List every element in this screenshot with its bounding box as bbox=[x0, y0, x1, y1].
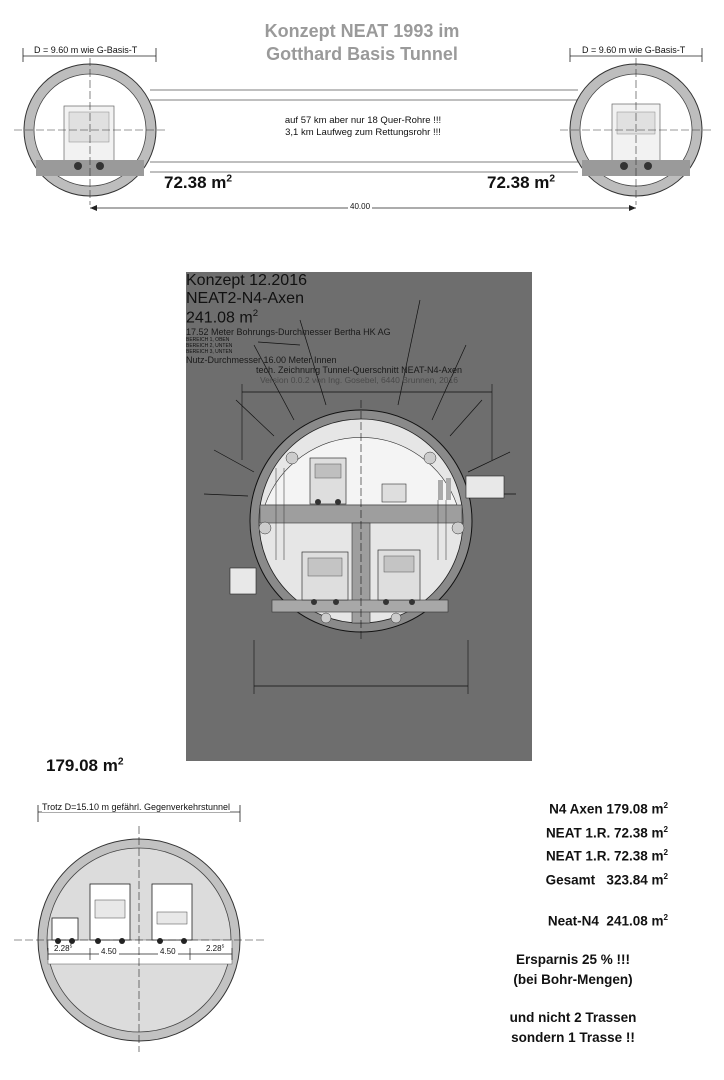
summary-neat-1: NEAT 1.R. 72.38 $m^2$ bbox=[545, 824, 668, 840]
bore-diameter-label: 17.52 Meter Bohrungs-Durchmesser Bertha HK AG bbox=[186, 327, 391, 338]
summary-conclusion-1: und nicht 2 Trassen bbox=[509, 1009, 637, 1025]
right-tube-area: 72.38 $m^2$ bbox=[487, 173, 556, 192]
right-diameter-label: D = 9.60 m wie G-Basis-T bbox=[582, 45, 686, 55]
n4-area: 179.08 $m^2$ bbox=[46, 756, 124, 775]
left-tube-area: 72.38 $m^2$ bbox=[164, 173, 233, 192]
title-line-2: Gotthard Basis Tunnel bbox=[266, 44, 458, 64]
right-tube-1993 bbox=[560, 58, 712, 205]
section-2-label: BEREICH 2, UNTEN bbox=[186, 343, 233, 350]
dim-mid-2: 4.50 bbox=[160, 947, 176, 956]
panel-title-line-1: Konzept 12.2016 bbox=[186, 272, 307, 289]
inner-diameter-label: Nutz-Durchmesser 16.00 Meter Innen bbox=[186, 355, 337, 366]
summary-n4: N4 Axen 179.08 $m^2$ bbox=[549, 801, 668, 817]
summary-neat-2: NEAT 1.R. 72.38 $m^2$ bbox=[545, 848, 668, 864]
top-note bbox=[260, 115, 466, 139]
dim-right: 2.28$^5$ bbox=[206, 944, 225, 953]
summary-total: Gesamt 323.84 $m^2$ bbox=[545, 871, 668, 887]
dim-mid-1: 4.50 bbox=[101, 947, 117, 956]
title-line-1: Konzept NEAT 1993 im bbox=[264, 21, 460, 41]
summary-savings: Ersparnis 25 % !!! bbox=[515, 951, 631, 967]
summary-block bbox=[478, 796, 668, 1048]
section-1-label: BEREICH 1, OBEN bbox=[186, 337, 230, 344]
top-note-line-1: auf 57 km aber nur 18 Quer-Rohre !!! bbox=[284, 115, 442, 126]
panel-area: 241.08 $m^2$ bbox=[186, 308, 259, 327]
n4-tunnel-bottom bbox=[14, 826, 264, 1052]
left-tube-1993 bbox=[14, 58, 166, 205]
panel-caption-1: tech. Zeichnung Tunnel-Querschnitt NEAT-N4-Axen bbox=[256, 365, 462, 376]
left-diameter-label: D = 9.60 m wie G-Basis-T bbox=[34, 45, 138, 55]
summary-neat-n4: Neat-N4 241.08 $m^2$ bbox=[547, 913, 668, 929]
panel-title bbox=[186, 272, 532, 308]
n4-diameter-note: Trotz D=15.10 m gefährl. Gegenverkehrstunnel bbox=[42, 802, 231, 812]
panel-caption-2: Version 0.0.2 von Ing. Gosebel, 6440 Brunnen, 2016 bbox=[259, 375, 458, 386]
section-3-label: BEREICH 3, UNTEN bbox=[186, 349, 233, 356]
top-note-line-2: 3,1 km Laufweg zum Rettungsrohr !!! bbox=[285, 127, 441, 138]
dim-left: 2.28$^5$ bbox=[54, 944, 73, 953]
summary-conclusion-2: sondern 1 Trasse !! bbox=[511, 1029, 635, 1045]
distance-label: 40.00 bbox=[350, 202, 371, 211]
concept-panel bbox=[186, 272, 532, 761]
panel-title-line-2: NEAT2-N4-Axen bbox=[186, 290, 304, 307]
summary-savings-note: (bei Bohr-Mengen) bbox=[513, 971, 633, 987]
